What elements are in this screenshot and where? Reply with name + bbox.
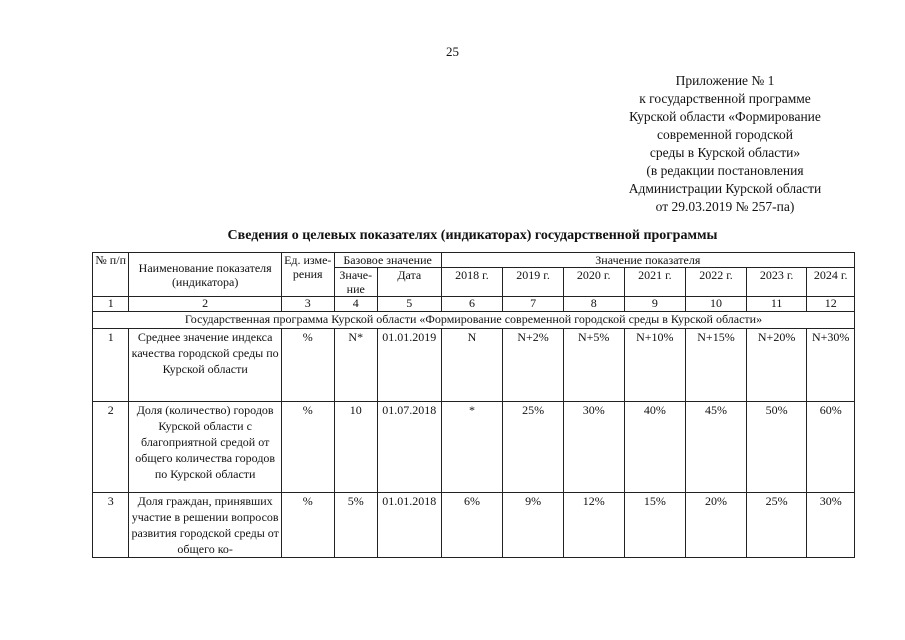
row-base-date: 01.01.2019 <box>377 329 441 402</box>
program-row: Государственная программа Курской области «Формирование современной городской среды в Курской области» <box>93 312 855 329</box>
header-num: № п/п <box>93 253 129 297</box>
row-value: 20% <box>686 493 747 558</box>
column-number: 7 <box>503 297 564 312</box>
column-number: 6 <box>441 297 503 312</box>
header-year: 2019 г. <box>503 268 564 297</box>
row-base-date: 01.01.2018 <box>377 493 441 558</box>
row-value: N+10% <box>624 329 686 402</box>
header-name: Наименование показателя (индикатора) <box>129 253 282 297</box>
header-year: 2021 г. <box>624 268 686 297</box>
appendix-line: Администрации Курской области <box>628 181 822 196</box>
row-num: 1 <box>93 329 129 402</box>
header-values-group: Значение показателя <box>441 253 854 268</box>
header-year: 2020 г. <box>563 268 624 297</box>
row-value: 6% <box>441 493 503 558</box>
column-number: 11 <box>746 297 807 312</box>
column-number: 5 <box>377 297 441 312</box>
header-unit: Ед. изме-рения <box>281 253 334 297</box>
header-base-date: Дата <box>377 268 441 297</box>
column-number: 3 <box>281 297 334 312</box>
appendix-line: Приложение № 1 <box>675 73 775 88</box>
row-value: 25% <box>503 402 564 493</box>
column-number: 1 <box>93 297 129 312</box>
row-value: 50% <box>746 402 807 493</box>
row-value: N+5% <box>563 329 624 402</box>
indicators-table <box>92 252 855 558</box>
row-unit: % <box>281 402 334 493</box>
column-number: 9 <box>624 297 686 312</box>
column-number: 8 <box>563 297 624 312</box>
column-number: 12 <box>807 297 855 312</box>
row-value: N+30% <box>807 329 855 402</box>
appendix-line: к государственной программе <box>639 91 811 106</box>
appendix-line: среды в Курской области» <box>649 145 801 160</box>
row-value: 40% <box>624 402 686 493</box>
header-base-value: Значе-ние <box>334 268 377 297</box>
row-base-value: 5% <box>334 493 377 558</box>
row-value: N <box>441 329 503 402</box>
row-num: 3 <box>93 493 129 558</box>
appendix-header <box>560 72 890 216</box>
row-value: * <box>441 402 503 493</box>
row-value: 30% <box>563 402 624 493</box>
row-value: 45% <box>686 402 747 493</box>
row-value: 60% <box>807 402 855 493</box>
column-number: 2 <box>129 297 282 312</box>
table-row <box>93 402 855 493</box>
header-year: 2024 г. <box>807 268 855 297</box>
document-title: Сведения о целевых показателях (индикаторах) государственной программы <box>227 228 718 243</box>
row-value: N+2% <box>503 329 564 402</box>
column-number: 10 <box>686 297 747 312</box>
appendix-line: Курской области «Формирование <box>629 109 821 124</box>
row-base-value: 10 <box>334 402 377 493</box>
row-name: Доля (количество) городов Курской области с благоприятной средой от общего количества городов по Курской области <box>129 402 282 493</box>
row-value: 25% <box>746 493 807 558</box>
table-row <box>93 329 855 402</box>
row-value: 15% <box>624 493 686 558</box>
row-base-date: 01.07.2018 <box>377 402 441 493</box>
header-year: 2022 г. <box>686 268 747 297</box>
header-base-group: Базовое значение <box>334 253 441 268</box>
header-year: 2018 г. <box>441 268 503 297</box>
row-value: 9% <box>503 493 564 558</box>
appendix-line: (в редакции постановления <box>646 163 804 178</box>
row-value: 30% <box>807 493 855 558</box>
appendix-line: современной городской <box>657 127 793 142</box>
row-name: Доля граждан, принявших участие в решении вопросов развития городской среды от общего ко- <box>129 493 282 558</box>
column-number: 4 <box>334 297 377 312</box>
row-name: Среднее значение индекса качества городской среды по Курской области <box>129 329 282 402</box>
table-row <box>93 493 855 558</box>
row-value: N+15% <box>686 329 747 402</box>
row-num: 2 <box>93 402 129 493</box>
row-unit: % <box>281 493 334 558</box>
row-value: N+20% <box>746 329 807 402</box>
appendix-line: от 29.03.2019 № 257-па) <box>655 199 795 214</box>
row-value: 12% <box>563 493 624 558</box>
header-year: 2023 г. <box>746 268 807 297</box>
page-number: 25 <box>446 44 459 59</box>
row-unit: % <box>281 329 334 402</box>
row-base-value: N* <box>334 329 377 402</box>
